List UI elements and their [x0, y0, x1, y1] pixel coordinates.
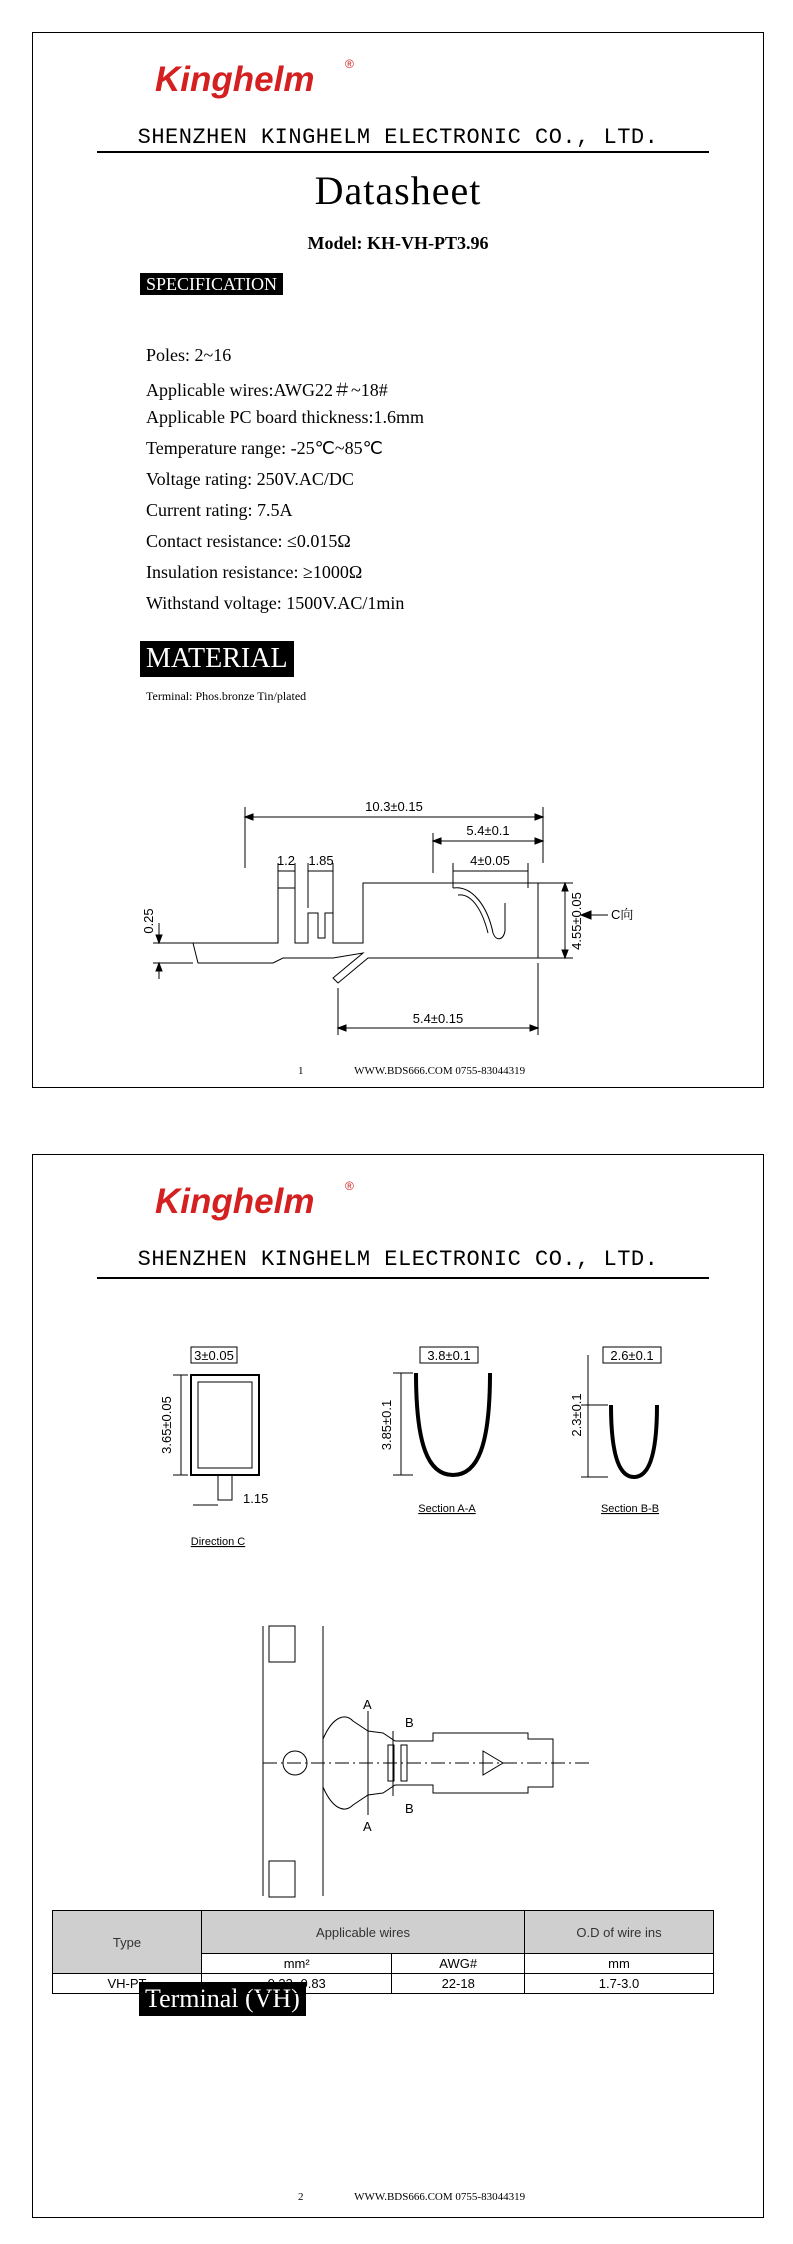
company-name: SHENZHEN KINGHELM ELECTRONIC CO., LTD.: [137, 1247, 659, 1272]
dim-1-2: 1.2: [276, 853, 296, 868]
cut-b-bottom: B: [405, 1801, 414, 1816]
header-rule: [97, 1277, 709, 1279]
cut-a-bottom: A: [363, 1819, 372, 1834]
material-note: Terminal: Phos.bronze Tin/plated: [146, 689, 307, 703]
company-name: SHENZHEN KINGHELM ELECTRONIC CO., LTD.: [137, 125, 659, 150]
kinghelm-logo: [155, 1175, 355, 1225]
page-footer: [298, 1065, 525, 1077]
terminal-vh-heading: Terminal (VH): [139, 1982, 306, 2016]
section-b-width: 2.6±0.1: [610, 1348, 654, 1363]
spec-applicable-wires: Applicable wires:AWG22＃~18#: [146, 380, 388, 400]
dim-front-length: 5.4±0.1: [466, 823, 510, 838]
datasheet-page-1: [32, 32, 764, 1088]
section-a-width: 3.8±0.1: [427, 1348, 471, 1363]
section-b-height: 2.3±0.1: [569, 1393, 584, 1437]
page-footer: [298, 2191, 525, 2203]
spec-poles: Poles: 2~16: [146, 345, 232, 365]
od-header: O.D of wire ins: [525, 1911, 714, 1954]
spec-temperature: Temperature range: -25℃~85℃: [146, 438, 383, 458]
dim-0-25: 0.25: [141, 908, 156, 934]
spec-voltage: Voltage rating: 250V.AC/DC: [146, 469, 354, 489]
terminal-spec-table: [52, 1910, 714, 1994]
material-heading: MATERIAL: [140, 641, 294, 677]
datasheet-page-2: [32, 1154, 764, 2218]
svg-text:Kinghelm: Kinghelm: [155, 1182, 315, 1221]
svg-text:Kinghelm: Kinghelm: [155, 60, 315, 99]
footer-contact: WWW.BDS666.COM 0755-83044319: [354, 2191, 526, 2203]
direction-c-caption: [33, 1533, 763, 1563]
footer-contact: WWW.BDS666.COM 0755-83044319: [354, 1065, 526, 1077]
dim-overall-length: 10.3±0.15: [365, 799, 423, 814]
dir-c-bottom: 1.15: [243, 1491, 269, 1506]
unit-awg: AWG#: [392, 1954, 525, 1974]
section-a-label: Section A-A: [418, 1503, 476, 1515]
page-number: 2: [298, 2191, 304, 2203]
spec-board-thickness: Applicable PC board thickness:1.6mm: [146, 407, 424, 427]
row-type: VH-PT: [53, 1974, 202, 1994]
dim-height: 4.55±0.05: [569, 892, 584, 950]
table-header-row: [53, 1911, 714, 1954]
model-label: Model:: [307, 233, 363, 253]
cut-b-top: B: [405, 1715, 414, 1730]
unit-mm: mm: [525, 1954, 714, 1974]
model-value: KH-VH-PT3.96: [366, 233, 489, 253]
dim-bottom-length: 5.4±0.15: [412, 1011, 464, 1026]
section-a-height: 3.85±0.1: [379, 1399, 394, 1451]
terminal-side-drawing: [33, 773, 763, 1053]
spec-insulation-resistance: Insulation resistance: ≥1000Ω: [146, 562, 363, 582]
unit-mm2: mm²: [202, 1954, 392, 1974]
row-awg: 22-18: [392, 1974, 525, 1994]
dir-c-width: 3±0.05: [194, 1348, 234, 1363]
row-mm2: 0.33~0.83: [202, 1974, 392, 1994]
row-od: 1.7-3.0: [525, 1974, 714, 1994]
model-line: [33, 233, 763, 254]
cut-a-top: A: [363, 1697, 372, 1712]
direction-c-label: C向: [611, 907, 634, 922]
page-number: 1: [298, 1065, 304, 1077]
svg-text:Direction C: Direction C: [190, 1536, 246, 1548]
svg-text:®: ®: [345, 57, 354, 71]
dir-c-height: 3.65±0.05: [159, 1396, 174, 1454]
kinghelm-logo: [155, 53, 355, 103]
header-rule: [97, 151, 709, 153]
cross-section-drawings: [33, 1325, 763, 1525]
terminal-strip-drawing: [33, 1621, 763, 1901]
section-b-label: Section B-B: [600, 1503, 660, 1515]
spec-current: Current rating: 7.5A: [146, 500, 293, 520]
dim-1-85: 1.85: [308, 853, 334, 868]
wires-header: Applicable wires: [202, 1911, 525, 1954]
spec-contact-resistance: Contact resistance: ≤0.015Ω: [146, 531, 351, 551]
table-row: [53, 1974, 714, 1994]
specification-heading: SPECIFICATION: [140, 273, 283, 295]
dim-4: 4±0.05: [470, 853, 510, 868]
svg-text:®: ®: [345, 1179, 354, 1193]
document-title: Datasheet: [314, 168, 482, 213]
spec-withstand-voltage: Withstand voltage: 1500V.AC/1min: [146, 593, 405, 613]
type-header: Type: [53, 1911, 202, 1974]
